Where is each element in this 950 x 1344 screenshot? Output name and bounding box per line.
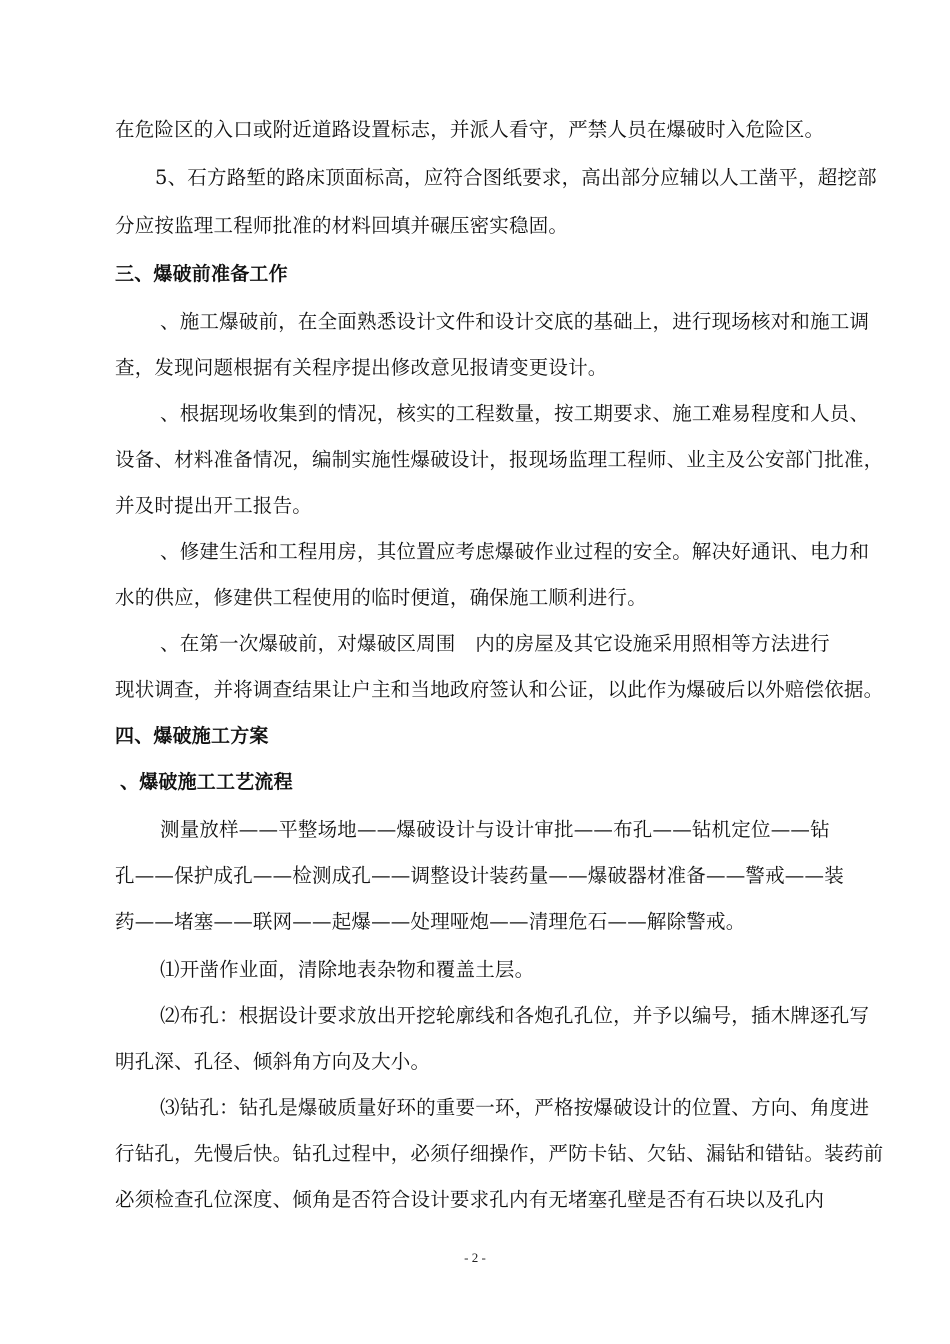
section-heading: 三、爆破前准备工作 [115, 263, 288, 285]
text-line: 水的供应，修建供工程使用的临时便道，确保施工顺利进行。 [115, 586, 647, 609]
text-line: 明孔深、孔径、倾斜角方向及大小。 [115, 1050, 431, 1073]
text-line: 、根据现场收集到的情况，核实的工程数量，按工期要求、施工难易程度和人员、 [160, 402, 870, 425]
text-line: 、在第一次爆破前，对爆破区周围 内的房屋及其它设施采用照相等方法进行 [160, 632, 830, 655]
text-line: 药——堵塞——联网——起爆——处理哑炮——清理危石——解除警戒。 [115, 910, 746, 933]
text-line: 5、石方路堑的路床顶面标高，应符合图纸要求，高出部分应辅以人工凿平，超挖部 [155, 166, 877, 189]
text-line: 并及时提出开工报告。 [115, 494, 313, 517]
text-line: 孔——保护成孔——检测成孔——调整设计装药量——爆破器材准备——警戒——装 [115, 864, 844, 887]
text-line: ⑵布孔：根据设计要求放出开挖轮廓线和各炮孔孔位，并予以编号，插木牌逐孔写 [160, 1004, 870, 1027]
text-line: 分应按监理工程师批准的材料回填并碾压密实稳固。 [115, 214, 569, 237]
text-line: ⑶钻孔：钻孔是爆破质量好环的重要一环，严格按爆破设计的位置、方向、角度进 [160, 1096, 870, 1119]
text-line: 设备、材料准备情况，编制实施性爆破设计，报现场监理工程师、业主及公安部门批准， [115, 448, 884, 471]
text-line: 、修建生活和工程用房，其位置应考虑爆破作业过程的安全。解决好通讯、电力和 [160, 540, 870, 563]
text-line: 在危险区的入口或附近道路设置标志，并派人看守，严禁人员在爆破时入危险区。 [115, 118, 825, 141]
text-line: 查，发现问题根据有关程序提出修改意见报请变更设计。 [115, 356, 608, 379]
text-line: 测量放样——平整场地——爆破设计与设计审批——布孔——钻机定位——钻 [160, 818, 830, 841]
text-line: ⑴开凿作业面，清除地表杂物和覆盖土层。 [160, 958, 535, 981]
text-line: 现状调查，并将调查结果让户主和当地政府签认和公证，以此作为爆破后以外赔偿依据。 [115, 678, 884, 701]
subsection-heading: 、爆破施工工艺流程 [120, 771, 293, 793]
page-number: - 2 - [464, 1250, 486, 1265]
text-line: 行钻孔，先慢后快。钻孔过程中，必须仔细操作，严防卡钻、欠钻、漏钻和错钻。装药前 [115, 1142, 884, 1165]
section-heading: 四、爆破施工方案 [115, 725, 269, 747]
text-line: 、施工爆破前，在全面熟悉设计文件和设计交底的基础上，进行现场核对和施工调 [160, 310, 870, 333]
text-line: 必须检查孔位深度、倾角是否符合设计要求孔内有无堵塞孔壁是否有石块以及孔内 [115, 1188, 825, 1211]
